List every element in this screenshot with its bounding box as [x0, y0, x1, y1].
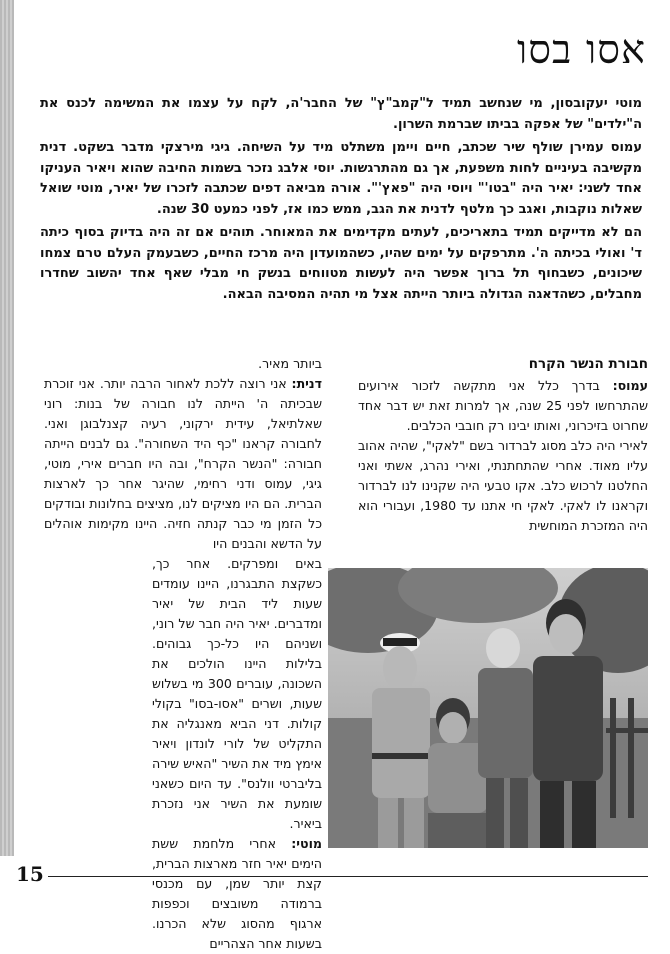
- intro-paragraph: הם לא מדייקים תמיד בתאריכים, לעתים מקדימים את המאוחר. תוהים אם זה היה בדיוק בסוף כיתה ד' ואולי בכיתה ה'. מתרפקים על ימים שהיו, כשהמועדון היה מרכז החיים, כשבעמק העלם טרם צמחו שיכונים, כשבחוף תל ברוך אפשר היה לעשות מטווחים בנשק חי מבלי שאף אחד יהשוב שחדרו מחבלים, כשהדאגה הגדולה ביותר הייתה אצל מי תהיה המסיבה הבאה.: [40, 225, 642, 302]
- paragraph: [358, 376, 648, 436]
- paragraph: [152, 834, 322, 954]
- paragraph: [44, 374, 322, 554]
- speaker-name: עמוס:: [612, 378, 648, 393]
- page-binding-edge: [0, 0, 14, 856]
- article-title: אסו בסו: [517, 27, 646, 73]
- section-heading: חבורת הנשר הקרח: [528, 356, 648, 372]
- paragraph-text: אחרי מלחמת ששת הימים יאיר חזר מארצות הברית, קצת יותר שמן, עם מכנסי ברמודה משובצים וכפפות ארגוף מהסוג שלא הכרנו. בשעות אחר הצהריים: [152, 836, 322, 951]
- paragraph-text: בדרך כלל אני מתקשה לזכור אירועים שהתרחשו לפני 25 שנה, אך למרות זאת יש דבר אחד שחרוט בזיכרוני, ואותו יבינו רק חובבי הכלבים.: [358, 378, 648, 433]
- paragraph: לאירי היה כלב מסוג לברדור בשם "לאקי", שהיה אהוב עליו מאוד. אחרי שהתחתנתי, ואירי נהרג, אשתי ואני החלטנו לרכוש כלב. אקו טבעי היה שקנינו לנו לברדור וקראנו לו לאקי. לאקי חי אתנו עד 1980, ועבורי הוא היה המזכרת המוחשית: [358, 438, 648, 533]
- group-photo-image: [328, 568, 648, 848]
- intro-paragraph: עמוס עמירן שולף שיר שכתב, חיים ויימן משתלט מיד על השיחה. גיגי מירצקי מדבר בשקט. דנית מקשיבה בעיניים לחות משפעת, אך גם מהתרגשות. יוסי אלבג נזכר בשמות החיבה שהוא ויאיר העניקו אחד לשני: יאיר היה "בטו'" ויוסי היה "פאץ'". אורה מביאה דפים שכתבה לזכרו של יאיר, מוטי שואל שאלות נוקבות, ואגב כך מלטף לדנית את הגב, ממש כמו אז, לפני כמעט 30 שנה.: [40, 140, 642, 217]
- speaker-name: דנית:: [291, 376, 322, 391]
- intro-paragraph: מוטי יעקובסון, מי שנחשב תמיד ל"קמב"ץ" של החבר'ה, לקח על עצמו את המשימה לכנס את ה"ילדים" של אפקה בביתו שברמת השרון.: [40, 96, 642, 132]
- group-photo: [328, 568, 648, 848]
- speaker-name: מוטי:: [291, 836, 322, 851]
- paragraph: ביותר מאיר.: [258, 356, 322, 371]
- paragraph: באים ומפרקים. אחר כך, כשקצת התבגרנו, היינו עומדים שעות ליד הבית של יאיר ומדברים. יאיר היה חבר של רוני, ושניהם היו כל-כך גבוהים. בלילות היינו הולכים את השכונה, עוברים 300 מי בשלוש שעות, ושרים "אסו-בסו" בקולי קולות. דני הביא מאנגליה את התקליט של לורי לונדון ויאיר אימץ מיד את השיר "האיש שירה בליברטי וולנס". עד היום כשאני שומעת את השיר אני נזכרת ביאיר.: [152, 556, 322, 831]
- footer-divider: [48, 876, 648, 877]
- intro-section: [40, 94, 642, 308]
- right-column: [358, 354, 648, 536]
- page-number: 15: [16, 862, 44, 886]
- left-column: [44, 354, 322, 954]
- paragraph-text: אני רוצה ללכת לאחור הרבה יותר. אני זוכרת שבכיתה ה' הייתה לנו חבורה של בנות: רוני שאלתיאל, עידית ירקוני, רעיה קצנלבוגן ואני. לחבורה קראנו "כף היד השחורה". גם לבנים הייתה חבורה: "הנשר הקרח", ובה היו חברים אירי, מוטי, גיגי, עמוס ודני רחימי, שהיגר אחר כך לארצות הברית. הם היו מציקים לנו, מציצים בחלונות ובודקים כל הזמן מי כבר קנתה חזיה. היינו מקימות אוהלים על הדשא והבנים היו: [44, 376, 322, 551]
